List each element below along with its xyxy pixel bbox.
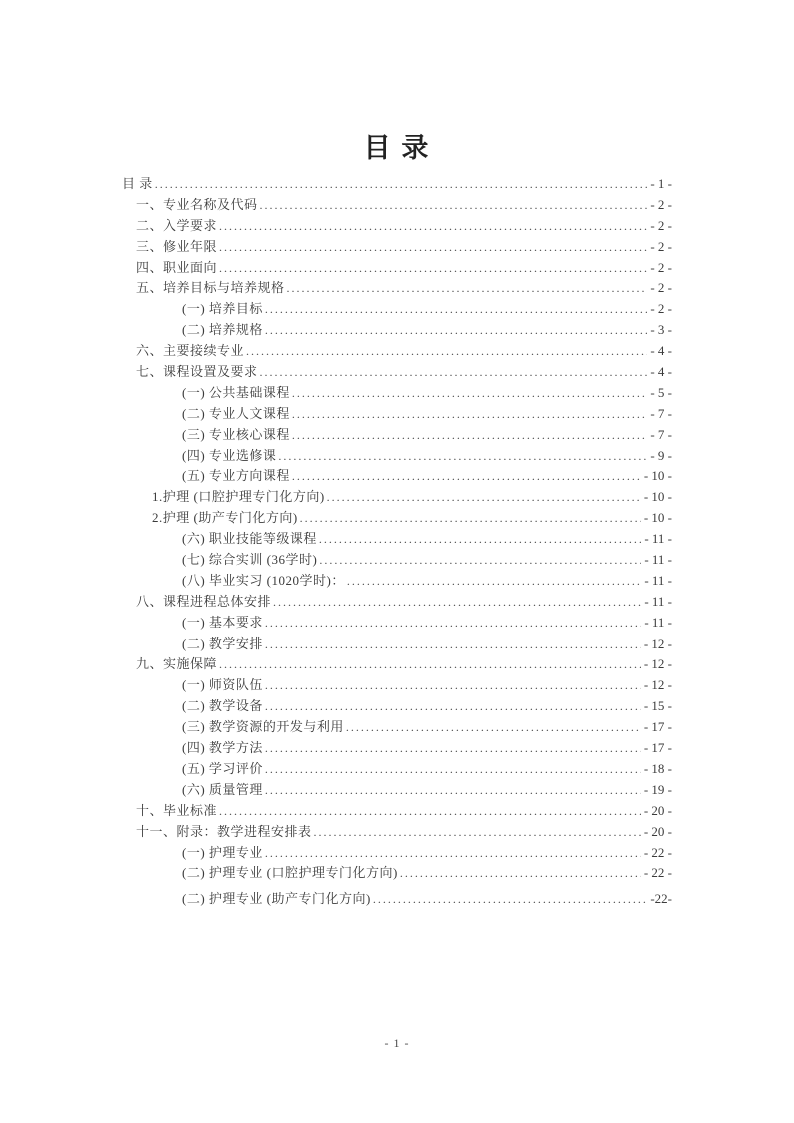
toc-entry[interactable] [122, 863, 672, 884]
toc-leader-dots [292, 383, 647, 404]
toc-entry-label: (七) 综合实训 (36学时) [182, 552, 318, 568]
toc-entry-page: - 12 - [643, 656, 672, 672]
toc-entry-label: (二) 教学安排 [182, 635, 263, 651]
toc-entry[interactable] [122, 529, 672, 550]
toc-entry-label: 八、课程进程总体安排 [136, 593, 272, 609]
toc-entry-page: - 11 - [644, 572, 672, 588]
toc-entry[interactable] [122, 675, 672, 696]
toc-leader-dots [300, 508, 641, 529]
toc-leader-dots [219, 258, 647, 279]
toc-entry-label: (二) 教学设备 [182, 698, 263, 714]
toc-entry-label: 二、入学要求 [136, 217, 218, 233]
toc-entry-page: - 11 - [644, 531, 672, 547]
toc-entry-page: - 17 - [643, 719, 672, 735]
toc-leader-dots [265, 634, 641, 655]
toc-leader-dots [292, 404, 647, 425]
toc-entry-label: (四) 专业选修课 [182, 447, 277, 463]
toc-entry-label: 目 录 [122, 176, 153, 191]
toc-leader-dots [265, 299, 647, 320]
toc-entry-label: (一) 师资队伍 [182, 677, 263, 693]
toc-entry[interactable] [122, 446, 672, 467]
toc-entry-label: (二) 培养规格 [182, 322, 263, 338]
toc-leader-dots [346, 717, 641, 738]
toc-entry-page: - 12 - [643, 677, 672, 693]
toc-entry-page: - 10 - [643, 468, 672, 484]
toc-entry-label: (二) 护理专业 (助产专门化方向) [182, 891, 371, 907]
toc-entry-label: (五) 学习评价 [182, 760, 263, 776]
toc-entry-label: (六) 质量管理 [182, 781, 263, 797]
toc-leader-dots [260, 362, 648, 383]
toc-entry-label: (二) 护理专业 (口腔护理专门化方向) [182, 865, 398, 881]
toc-entry[interactable] [122, 237, 672, 258]
toc-entry-label: (四) 教学方法 [182, 740, 263, 756]
toc-entry[interactable] [122, 425, 672, 446]
toc-entry-label: (二) 专业人文课程 [182, 405, 290, 421]
toc-entry-label: 五、培养目标与培养规格 [136, 280, 285, 296]
toc-leader-dots [260, 195, 648, 216]
toc-entry[interactable] [122, 571, 672, 592]
toc-entry-label: (一) 基本要求 [182, 614, 263, 630]
toc-entry-label: (一) 培养目标 [182, 301, 263, 317]
toc-entry-page: - 22 - [643, 865, 672, 881]
toc-entry-page: - 2 - [650, 217, 672, 233]
toc-entry[interactable] [122, 383, 672, 404]
toc-entry-page: - 20 - [643, 802, 672, 818]
toc-entry-page: - 10 - [643, 489, 672, 505]
toc-entry[interactable] [122, 738, 672, 759]
footer-page-number: - 1 - [384, 1036, 410, 1050]
toc-entry[interactable] [122, 278, 672, 299]
toc-entry-label: 三、修业年限 [136, 238, 218, 254]
toc-leader-dots [219, 654, 641, 675]
toc-entry-label: (五) 专业方向课程 [182, 468, 290, 484]
toc-list [0, 174, 794, 910]
toc-entry-page: - 12 - [643, 635, 672, 651]
toc-entry-page: - 18 - [643, 760, 672, 776]
toc-entry[interactable] [122, 889, 672, 910]
toc-entry-page: - 7 - [650, 426, 672, 442]
toc-entry-page: - 11 - [644, 614, 672, 630]
toc-leader-dots [265, 675, 641, 696]
toc-entry[interactable] [122, 487, 672, 508]
toc-leader-dots [265, 759, 641, 780]
toc-entry-label: (三) 教学资源的开发与利用 [182, 719, 344, 735]
toc-entry-page: - 17 - [643, 740, 672, 756]
toc-entry-label: 十、毕业标准 [136, 802, 218, 818]
toc-entry-page: -22- [650, 891, 672, 907]
toc-entry[interactable] [122, 404, 672, 425]
toc-entry[interactable] [122, 759, 672, 780]
toc-leader-dots [319, 550, 641, 571]
toc-entry-page: - 4 - [650, 343, 672, 359]
toc-entry-page: - 7 - [650, 405, 672, 421]
toc-entry-page: - 11 - [644, 593, 672, 609]
toc-leader-dots [292, 466, 641, 487]
toc-leader-dots [265, 780, 641, 801]
toc-entry[interactable] [122, 801, 672, 822]
toc-leader-dots [347, 571, 641, 592]
toc-entry-page: - 2 - [650, 196, 672, 212]
toc-entry[interactable] [122, 195, 672, 216]
toc-entry-page: - 15 - [643, 698, 672, 714]
toc-leader-dots [265, 843, 641, 864]
toc-entry[interactable] [122, 550, 672, 571]
toc-entry-page: - 9 - [650, 447, 672, 463]
toc-entry-label: 九、实施保障 [136, 656, 218, 672]
toc-leader-dots [400, 863, 641, 884]
toc-entry[interactable] [122, 341, 672, 362]
toc-entry[interactable] [122, 508, 672, 529]
toc-leader-dots [265, 696, 641, 717]
toc-leader-dots [319, 529, 641, 550]
toc-leader-dots [265, 738, 641, 759]
toc-entry-label: 一、专业名称及代码 [136, 196, 258, 212]
toc-entry-label: 六、主要接续专业 [136, 343, 245, 359]
toc-leader-dots [246, 341, 647, 362]
toc-entry-page: - 5 - [650, 384, 672, 400]
toc-entry[interactable] [122, 216, 672, 237]
toc-entry[interactable] [122, 843, 672, 864]
toc-leader-dots [155, 174, 648, 195]
toc-leader-dots [314, 822, 641, 843]
toc-entry-label: (三) 专业核心课程 [182, 426, 290, 442]
toc-entry[interactable] [122, 466, 672, 487]
toc-leader-dots [219, 216, 647, 237]
toc-leader-dots [278, 446, 647, 467]
toc-entry[interactable] [122, 717, 672, 738]
toc-entry-page: - 2 - [650, 280, 672, 296]
toc-entry-page: - 22 - [643, 844, 672, 860]
toc-entry-page: - 20 - [643, 823, 672, 839]
toc-entry-page: - 2 - [650, 238, 672, 254]
toc-entry-label: (一) 护理专业 [182, 844, 263, 860]
toc-entry[interactable] [122, 780, 672, 801]
toc-entry-label: (八) 毕业实习 (1020学时)： [182, 572, 345, 588]
toc-entry[interactable] [122, 696, 672, 717]
toc-entry-label: 十一、附录：教学进程安排表 [136, 823, 312, 839]
toc-leader-dots [219, 801, 641, 822]
toc-entry-page: - 2 - [650, 301, 672, 317]
toc-entry[interactable] [122, 822, 672, 843]
toc-entry[interactable] [122, 320, 672, 341]
toc-entry[interactable] [122, 613, 672, 634]
toc-entry-label: (六) 职业技能等级课程 [182, 531, 317, 547]
document-title: 目 录 [363, 133, 431, 163]
toc-entry[interactable] [122, 654, 672, 675]
toc-entry-page: - 19 - [643, 781, 672, 797]
toc-entry[interactable] [122, 634, 672, 655]
toc-entry-page: - 3 - [650, 322, 672, 338]
toc-entry-page: - 2 - [650, 259, 672, 275]
toc-leader-dots [373, 889, 648, 910]
toc-leader-dots [219, 237, 647, 258]
toc-entry[interactable] [122, 174, 672, 195]
toc-leader-dots [265, 613, 641, 634]
toc-leader-dots [287, 278, 648, 299]
toc-leader-dots [292, 425, 647, 446]
toc-entry-page: - 4 - [650, 364, 672, 380]
toc-entry[interactable] [122, 299, 672, 320]
toc-entry-label: 1.护理 (口腔护理专门化方向) [152, 489, 325, 505]
toc-entry-label: 2.护理 (助产专门化方向) [152, 510, 298, 526]
toc-entry-label: (一) 公共基础课程 [182, 384, 290, 400]
toc-leader-dots [265, 320, 647, 341]
toc-entry[interactable] [122, 258, 672, 279]
toc-entry-page: - 10 - [643, 510, 672, 526]
toc-entry[interactable] [122, 592, 672, 613]
toc-entry-label: 七、课程设置及要求 [136, 364, 258, 380]
toc-leader-dots [273, 592, 641, 613]
toc-entry[interactable] [122, 362, 672, 383]
toc-entry-label: 四、职业面向 [136, 259, 218, 275]
toc-entry-page: - 1 - [650, 176, 672, 191]
toc-entry-page: - 11 - [644, 552, 672, 568]
toc-leader-dots [327, 487, 641, 508]
